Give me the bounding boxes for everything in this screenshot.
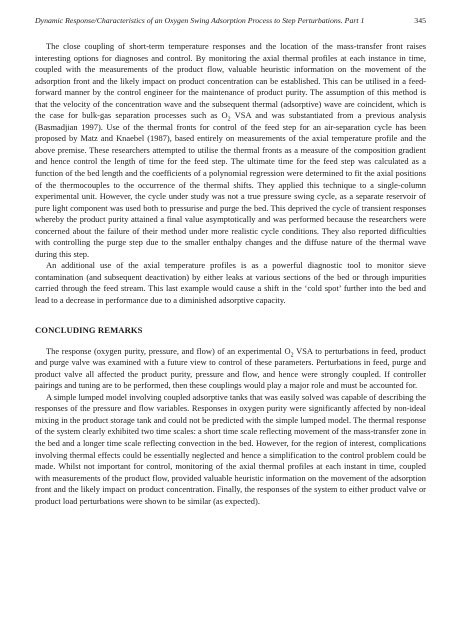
running-title: Dynamic Response/Characteristics of an Oxygen Swing Adsorption Process to Step Perturbations. Part 1: [35, 16, 365, 25]
paragraph-lumped-model: A simple lumped model involving coupled adsorptive tanks that was easily solved was capable of describing the responses of the pressure and flow variables. Responses in oxygen purity were significantly affected by non-ideal mixing in the product storage tank and could not be predicted with the simple lumped model. The thermal response of the system clearly exhibited two time scales: a short time scale reflecting movement of the mass-transfer zone in the bed and a longer time scale reflecting convection in the bed. However, for the region of interest, complications involving thermal effects could be essentially neglected and hence a simplification to the control problem could be made. Whilst not important for control, monitoring of the axial thermal profiles at each instant in time, coupled with measurements of the product flow, provided valuable heuristic information on the movement of the adsorption front and the likely impact on product concentration. Finally, the responses of the system to either product valve or product load perturbations were shown to be similar (as expected).: [35, 391, 426, 506]
paragraph-diagnostic-tool: An additional use of the axial temperature profiles is as a powerful diagnostic tool to monitor sieve contamination (and subsequent deactivation) by either leaks at various sections of the bed or through impurities carried through the feed stream. This last example would cause a shift in the ‘cold spot’ further into the bed and lead to a decrease in performance due to a diminished adsorptive capacity.: [35, 260, 426, 306]
page-number: 345: [414, 16, 426, 25]
article-body: [35, 41, 426, 507]
paragraph-thermal-fronts: The close coupling of short-term temperature responses and the location of the mass-transfer front raises interesting options for diagnoses and control. By monitoring the axial thermal profiles at each instance in time, coupled with the measurements of the product flow, valuable heuristic information on the movement of the adsorption front and the likely impact on product concentration can be established. This can be utilised in a feed-forward manner by the control engineer for the maintenance of product purity. The assumption of this method is that the velocity of the concentration wave and the subsequent thermal (adsorptive) wave are coincident, which is the case for bulk-gas separation processes such as $O_2$ VSA and was substantiated from a previous analysis (Basmadjian 1997). Use of the thermal fronts for control of the feed step for an air-separation cycle has been proposed by Matz and Knaebel (1987), based entirely on measurements of the axial temperature profile and the above premise. These researchers attempted to utilise the thermal fronts as a measure of the composition gradient and hence control the length of time for the feed step. The ultimate time for the feed step was calculated as a function of the bed length and the coefficients of a polynomial regression were determined to fit the axial positions of the thermocouples to the occurrence of the thermal shifts. They applied this technique to a single-column experimental unit. However, the cycle under study was not a true pressure swing cycle, as a separate reservoir of pure light component was used both to pressurise and purge the bed. This deprived the cycle of transient responses whereby the product purity attained a final value asymptotically and was performed because the researchers were concerned about the failure of their method under more realistic cycle conditions. They also reported difficulties with controlling the purge step due to the smaller enthalpy changes and the diffuse nature of the thermal wave during this step.: [35, 41, 426, 259]
paragraph-response-summary: The response (oxygen purity, pressure, and flow) of an experimental $O_2$ VSA to perturbations in feed, product and purge valve was examined with a future view to control of these parameters. Perturbations in feed, purge and product valve all affected the product purity, pressure and flow, and hence were strongly coupled. If controller pairings and tuning are to be performed, then these couplings would play a major role and must be accounted for.: [35, 345, 426, 391]
section-heading-concluding-remarks: CONCLUDING REMARKS: [35, 324, 143, 335]
running-header: [35, 16, 426, 26]
